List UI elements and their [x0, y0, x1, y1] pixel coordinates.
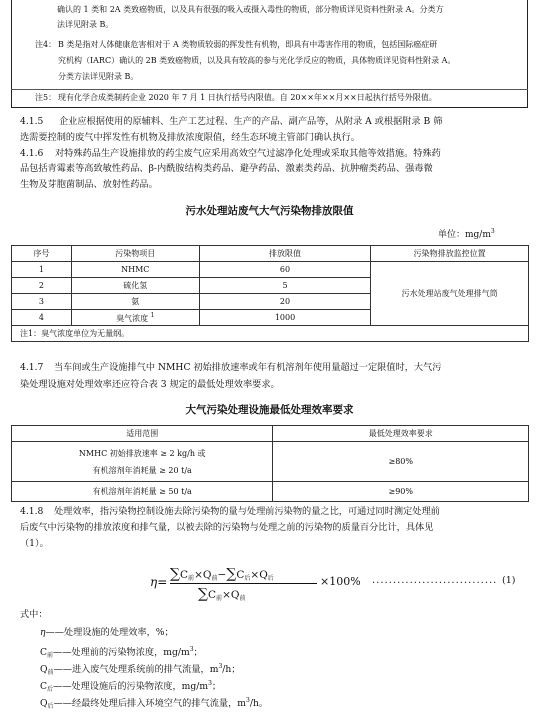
formula-dots: ..............................: [372, 575, 498, 586]
para-416-line1: 对特殊药品生产设施排放的药尘废气应采用高效空气过滤净化处理或采取其他等效措施。特殊药: [55, 148, 441, 159]
fraction-bar: [170, 583, 317, 584]
para-417-line1: 当车间或生产设施排气中 NMHC 初始排放速率或年有机溶剂年使用量超过一定限值时，大气污: [54, 362, 442, 373]
note3-line2: 法详见附录 B。: [57, 20, 114, 29]
para-418-line3: （1）。: [20, 538, 49, 549]
formula-numerator: $\sum C_前\times Q_前-\sum C_后\times Q_后$: [170, 566, 274, 582]
table-cell: 氨: [71, 294, 199, 310]
notes-box-right-border: [527, 0, 528, 107]
where-item: $Q_前——$进入废气处理系统前的排气流量，$m^3/h$；: [40, 663, 241, 676]
table2-header-cell: 最低处理效率要求: [273, 426, 529, 442]
formula-eta: η=: [150, 575, 168, 589]
formula-denominator: $\sum C_前\times Q_前$: [198, 586, 246, 602]
table2-title: 大气污染处理设施最低处理效率要求: [185, 404, 354, 416]
formula-percent: ×100%: [320, 575, 361, 588]
table1-title: 污水处理站废气大气污染物排放限值: [185, 205, 354, 217]
note5-text: 现有化学合成类制药企业 2020 年 7 月 1 日执行括号内限值。自 20××年××月××日起执行括号外限值。: [58, 93, 437, 102]
where-item: η——处理设施的处理效率，%；: [40, 627, 174, 638]
table-cell: 3: [12, 294, 72, 310]
para-417-line2: 染处理设施对处理效率还应符合表 3 规定的最低处理效率要求。: [20, 379, 280, 390]
para-418-line2: 后废气中污染物的排放浓度和排气量，以被去除的污染物与处理之前的污染物的质量百分比计，具体见: [20, 522, 434, 533]
note5-label: 注5：: [35, 93, 57, 102]
table1-header-cell: 污染物排放监控位置: [371, 246, 529, 262]
table-cell: ≥80%: [273, 442, 529, 482]
table1-monitor-cell: 污水处理站废气处理排气筒: [371, 262, 529, 326]
table2-header-cell: 适用范围: [12, 426, 273, 442]
note4-line1: B 类是指对人体健康危害相对于 A 类物质较弱的挥发性有机物，即具有中毒害作用的物质，包括国际癌症研: [58, 40, 438, 49]
para-416-line3: 生物及芽胞菌制品、放射性药品。: [20, 179, 158, 190]
table2: [11, 425, 529, 502]
table-row: [12, 482, 529, 502]
table-cell: 硫化氢: [71, 278, 199, 294]
table-cell: ≥90%: [273, 482, 529, 502]
table1-note: 注1：臭气浓度单位为无量纲。: [12, 326, 529, 342]
table-cell: 有机溶剂年消耗量 ≥ 50 t/a: [12, 482, 273, 502]
table-row: [12, 442, 529, 482]
para-415-line1: 企业应根据使用的原辅料、生产工艺过程、生产的产品、副产品等，从附录 A 或根据附录 B 筛: [59, 116, 443, 127]
where-item: $C_前——$处理前的污染物浓度，$mg/m^3$；: [40, 646, 203, 659]
para-416-line2: 品包括青霉素等高致敏性药品、β-内酰胺结构类药品、避孕药品、激素类药品、抗肿瘤类药品、强毒微: [20, 163, 433, 174]
para-418-line1: 处理效率，指污染物控制设施去除污染物的量与处理前污染物的量之比，可通过同时测定处理前: [54, 506, 440, 517]
para-417-number: 4.1.7: [20, 362, 44, 373]
table-cell: 2: [12, 278, 72, 294]
table-row: [12, 262, 529, 278]
table1-unit: 单位：$mg/m^3$: [438, 228, 495, 240]
where-item: $C_后——$处理设施后的污染物浓度，$mg/m^3$；: [40, 680, 222, 693]
table1-header-row: [12, 246, 529, 262]
note4-label: 注4：: [35, 40, 57, 49]
table-cell: 4: [12, 310, 72, 326]
para-418-number: 4.1.8: [20, 506, 44, 517]
para-415-line2: 选需要控制的废气中挥发性有机物及排放浓度限值，经生态环境主管部门确认执行。: [20, 132, 360, 143]
table1: [11, 245, 529, 342]
notes-box-divider: [11, 89, 528, 90]
formula-number: (1): [502, 575, 516, 586]
table2-row1-line2: 有机溶剂年消耗量 ≥ 20 t/a: [92, 465, 192, 475]
table-cell: 20: [199, 294, 371, 310]
para-416-number: 4.1.6: [20, 148, 44, 159]
table-cell: NHMC: [71, 262, 199, 278]
table-cell: 60: [199, 262, 371, 278]
note4-line3: 分类方法详见附录 B。: [58, 72, 139, 81]
table2-header-row: [12, 426, 529, 442]
note3-line1: 确认的 1 类和 2A 类致癌物质，以及具有很强的吸入或摄入毒性的物质，部分物质详见资料性附录 A。分类方: [57, 5, 444, 14]
table-cell: 臭气浓度 $^1$: [71, 310, 199, 326]
table-cell: [12, 442, 273, 482]
table1-header-cell: 污染物项目: [71, 246, 199, 262]
para-415-number: 4.1.5: [20, 116, 44, 127]
notes-box-left-border: [11, 0, 12, 107]
table-cell: 5: [199, 278, 371, 294]
table-cell: 1: [12, 262, 72, 278]
table2-row1-line1: NMHC 初始排放速率 ≥ 2 kg/h 或: [78, 448, 206, 458]
table1-header-cell: 排放限值: [199, 246, 371, 262]
table-cell: 1000: [199, 310, 371, 326]
notes-box-bottom-border: [11, 107, 528, 108]
note4-line2: 究机构（IARC）确认的 2B 类致癌物质，以及具有较高的参与光化学反应的物质，具体物质详见资料性附录 A。: [58, 56, 456, 65]
table1-note-row: [12, 326, 529, 342]
table1-header-cell: 序号: [12, 246, 72, 262]
where-item: $Q_后——$经最终处理后排入环境空气的排气流量，$m^3/h$。: [40, 697, 269, 710]
where-label: 式中：: [20, 609, 48, 620]
